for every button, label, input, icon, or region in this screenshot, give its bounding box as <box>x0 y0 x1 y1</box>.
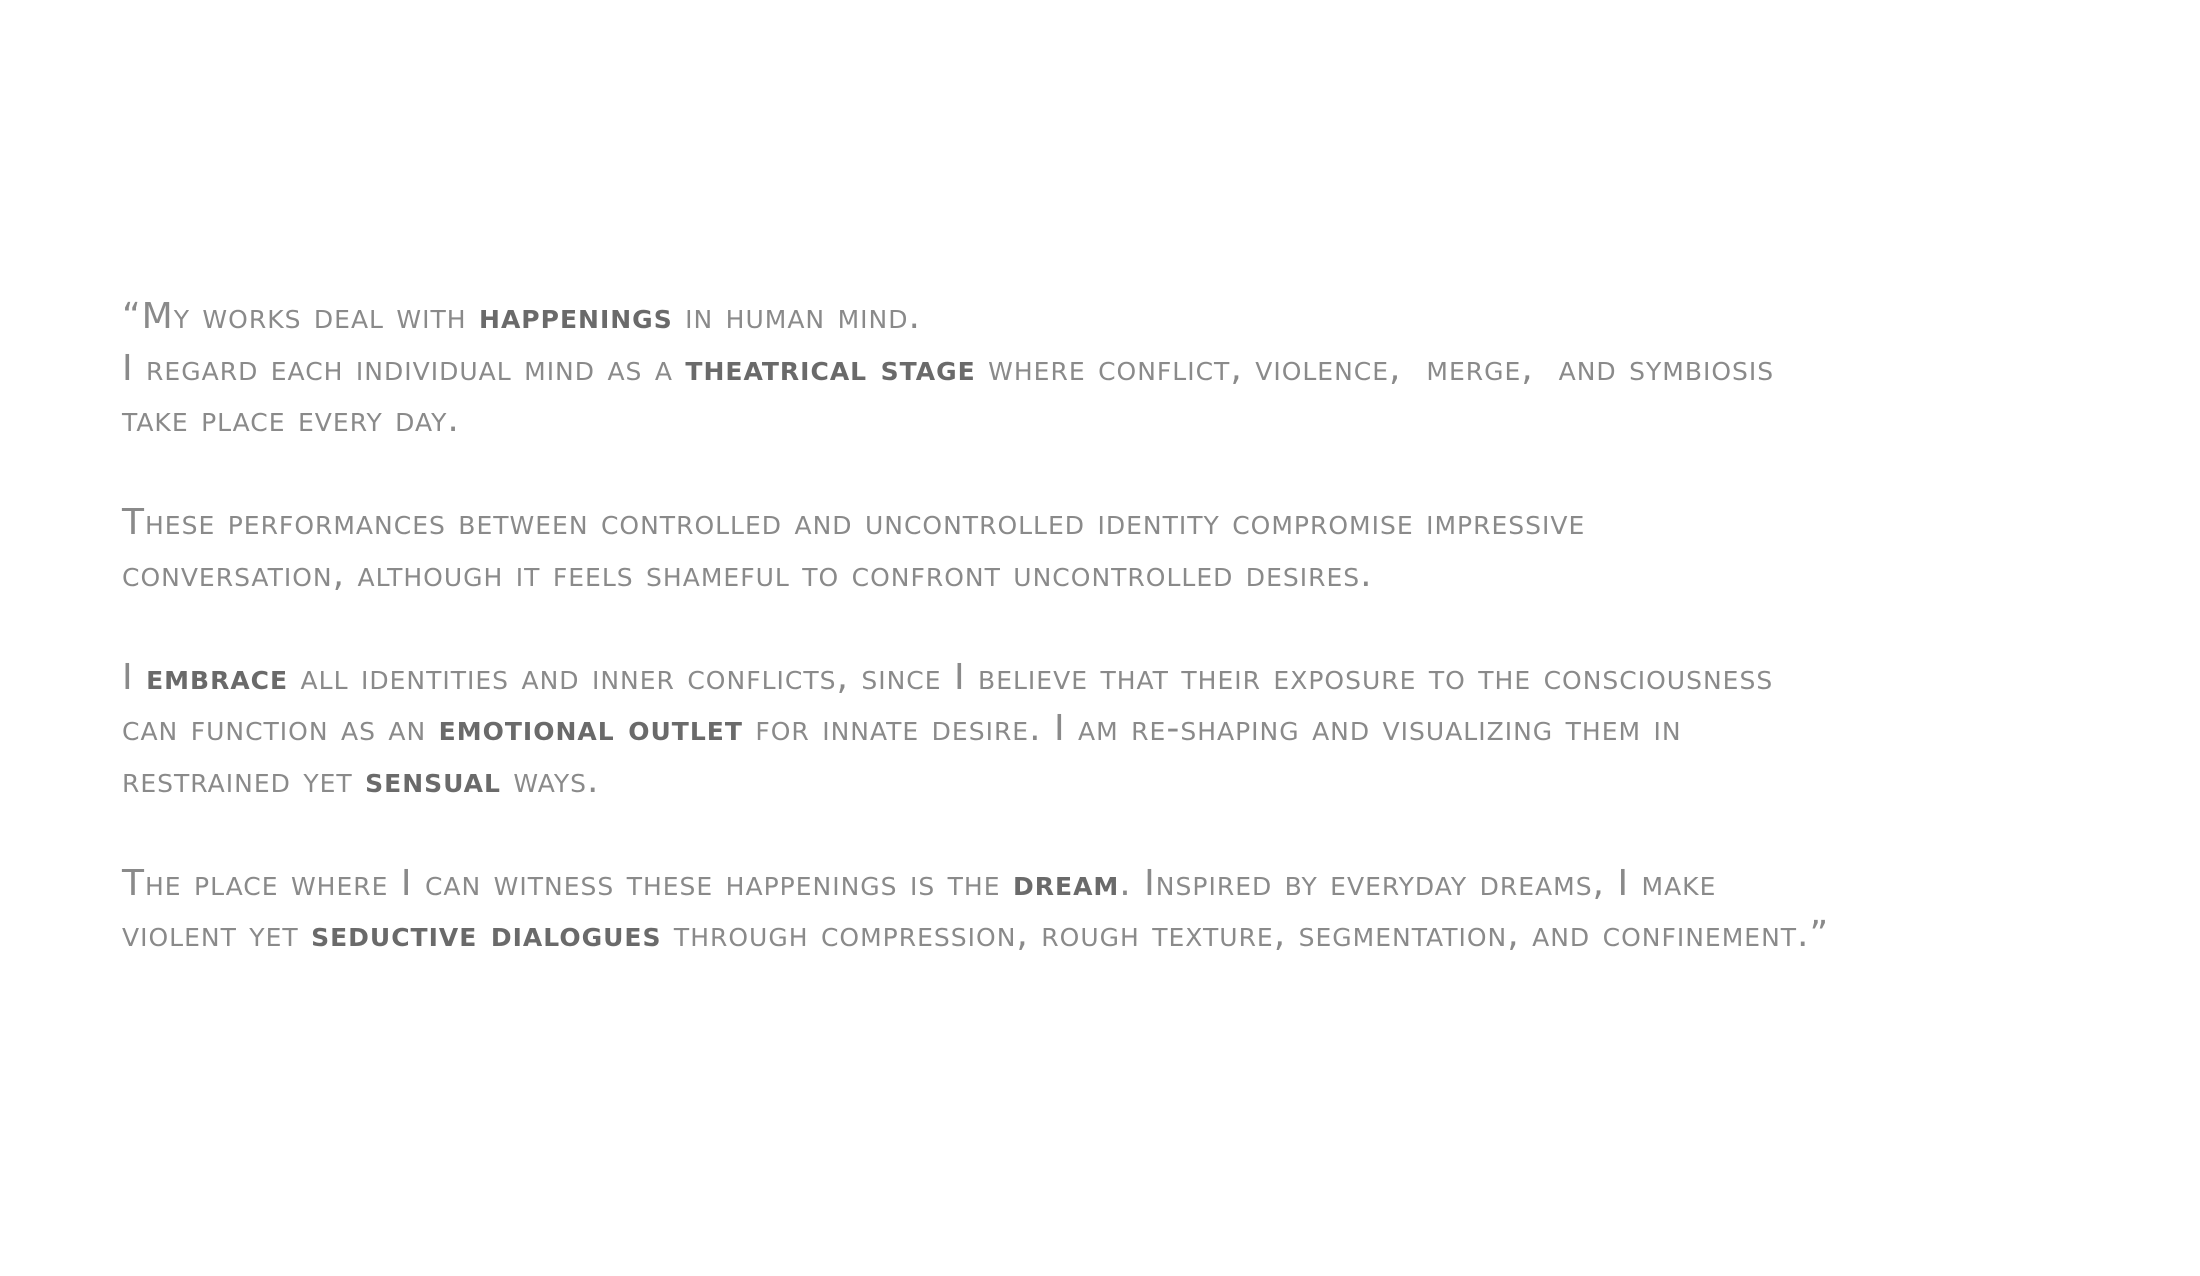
statement-text: ways. <box>500 759 600 801</box>
statement-line <box>122 755 2097 807</box>
statement-line <box>122 858 2097 910</box>
statement-line <box>122 394 2097 446</box>
statement-line <box>122 909 2097 961</box>
statement-line <box>122 497 2097 549</box>
statement-text: take place every day. <box>122 399 460 440</box>
highlighted-phrase: embrace <box>146 656 289 698</box>
artist-statement <box>122 291 2097 1012</box>
statement-paragraph <box>122 291 2097 446</box>
statement-text: can function as an <box>122 708 439 749</box>
statement-text: where conflict, violence, merge, and symbiosis <box>975 347 1775 389</box>
highlighted-phrase: sensual <box>365 759 501 801</box>
statement-text: “My works deal with <box>122 296 480 337</box>
highlighted-phrase: theatrical stage <box>685 347 976 389</box>
highlighted-phrase: happenings <box>479 296 673 337</box>
statement-line <box>122 652 2097 704</box>
statement-line <box>122 343 2097 395</box>
statement-text: for innate desire. I am re-shaping and visualizing them in <box>742 708 1682 749</box>
statement-text: I regard each individual mind as a <box>122 347 686 389</box>
statement-text: all identities and inner conflicts, since I believe that their exposure to the consciousness <box>288 656 1774 698</box>
statement-text: conversation, although it feels shameful to confront uncontrolled desires. <box>122 553 1373 595</box>
statement-text: The place where I can witness these happenings is the <box>122 862 1013 904</box>
statement-line <box>122 703 2097 755</box>
statement-paragraph <box>122 497 2097 600</box>
statement-line <box>122 549 2097 601</box>
statement-text: in human mind. <box>672 296 921 337</box>
highlighted-phrase: dream <box>1012 862 1120 904</box>
highlighted-phrase: seductive dialogues <box>311 914 662 955</box>
statement-paragraph <box>122 652 2097 807</box>
statement-paragraph <box>122 858 2097 961</box>
highlighted-phrase: emotional outlet <box>438 708 743 749</box>
statement-text: restrained yet <box>122 759 366 801</box>
statement-text: I <box>122 656 147 698</box>
statement-text: violent yet <box>122 914 312 955</box>
statement-text: through compression, rough texture, segmentation, and confinement.” <box>661 914 1830 955</box>
statement-text: These performances between controlled and uncontrolled identity compromise impressive <box>122 502 1586 543</box>
statement-text: . Inspired by everyday dreams, I make <box>1119 862 1717 904</box>
statement-line <box>122 291 2097 343</box>
